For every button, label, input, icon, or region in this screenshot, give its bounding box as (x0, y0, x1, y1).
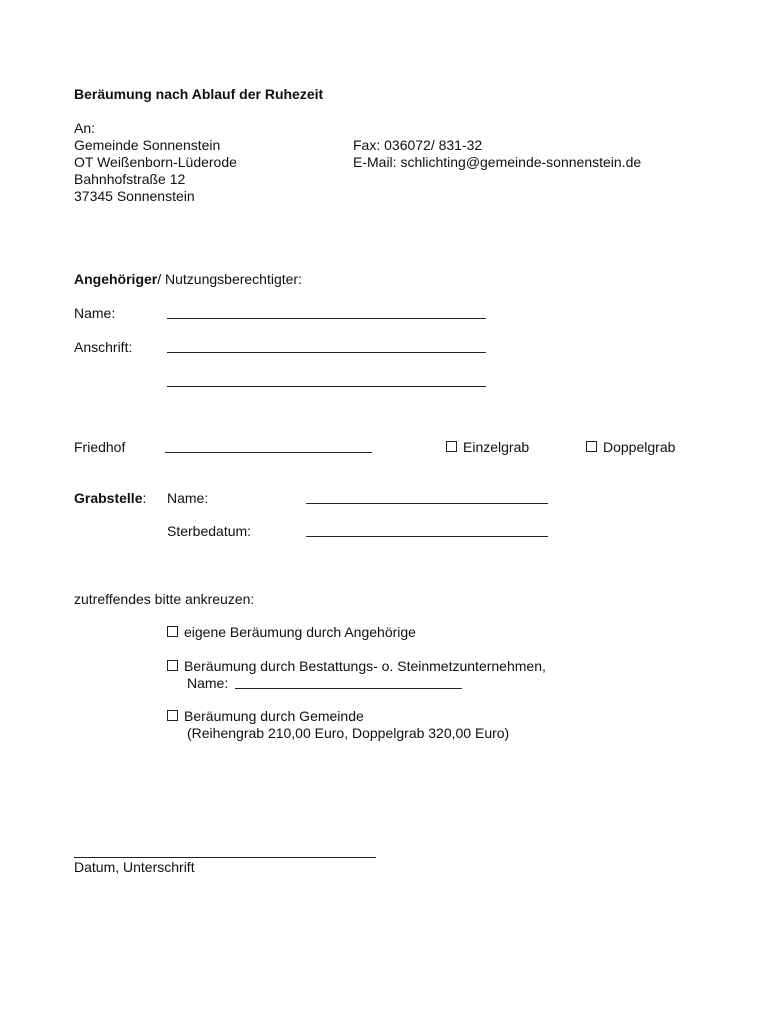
municipality-clearing-label: Beräumung durch Gemeinde (184, 708, 364, 724)
option-company-clearing[interactable] (167, 658, 546, 675)
deceased-name-label: Name: (167, 490, 209, 506)
relatives-heading-rest: / Nutzungsberechtigter: (157, 271, 302, 287)
relative-address-label: Anschrift: (74, 339, 133, 355)
death-date-field[interactable] (306, 536, 548, 537)
relative-address-field-1[interactable] (167, 352, 486, 353)
single-grave-label: Einzelgrab (463, 439, 530, 455)
grave-label-colon: : (142, 490, 147, 506)
own-clearing-label: eigene Beräumung durch Angehörige (184, 624, 416, 640)
death-date-label: Sterbedatum: (167, 523, 252, 539)
recipient-heading: An: (74, 120, 96, 136)
cemetery-field[interactable] (165, 452, 372, 453)
recipient-line: Bahnhofstraße 12 (74, 171, 186, 187)
single-grave-option[interactable] (446, 439, 529, 456)
option-own-clearing[interactable] (167, 624, 416, 641)
email-address: E-Mail: schlichting@gemeinde-sonnenstein.de (353, 154, 642, 170)
company-name-field[interactable] (235, 688, 462, 689)
signature-label: Datum, Unterschrift (74, 859, 195, 875)
company-clearing-label: Beräumung durch Bestattungs- o. Steinmetzunternehmen, (184, 658, 546, 674)
own-clearing-checkbox[interactable] (167, 626, 178, 637)
deceased-name-field[interactable] (306, 503, 548, 504)
grave-label (74, 490, 146, 507)
company-clearing-checkbox[interactable] (167, 660, 178, 671)
recipient-line: Gemeinde Sonnenstein (74, 137, 221, 153)
company-name-label: Name: (187, 675, 229, 691)
signature-field[interactable] (74, 857, 376, 858)
double-grave-label: Doppelgrab (603, 439, 676, 455)
municipality-clearing-checkbox[interactable] (167, 710, 178, 721)
instructions-text: zutreffendes bitte ankreuzen: (74, 591, 255, 607)
page-title: Beräumung nach Ablauf der Ruhezeit (74, 86, 324, 102)
recipient-line: OT Weißenborn-Lüderode (74, 154, 237, 170)
double-grave-checkbox[interactable] (586, 441, 597, 452)
relatives-heading-bold: Angehöriger (74, 271, 158, 287)
option-municipality-clearing[interactable] (167, 708, 364, 725)
recipient-line: 37345 Sonnenstein (74, 188, 195, 204)
cemetery-label: Friedhof (74, 439, 126, 455)
single-grave-checkbox[interactable] (446, 441, 457, 452)
relatives-heading (74, 271, 302, 288)
grave-label-bold: Grabstelle (74, 490, 143, 506)
relative-address-field-2[interactable] (167, 386, 486, 387)
double-grave-option[interactable] (586, 439, 675, 456)
municipality-prices: (Reihengrab 210,00 Euro, Doppelgrab 320,00 Euro) (187, 725, 510, 741)
fax-number: Fax: 036072/ 831-32 (353, 137, 483, 153)
relative-name-label: Name: (74, 305, 116, 321)
relative-name-field[interactable] (167, 318, 486, 319)
